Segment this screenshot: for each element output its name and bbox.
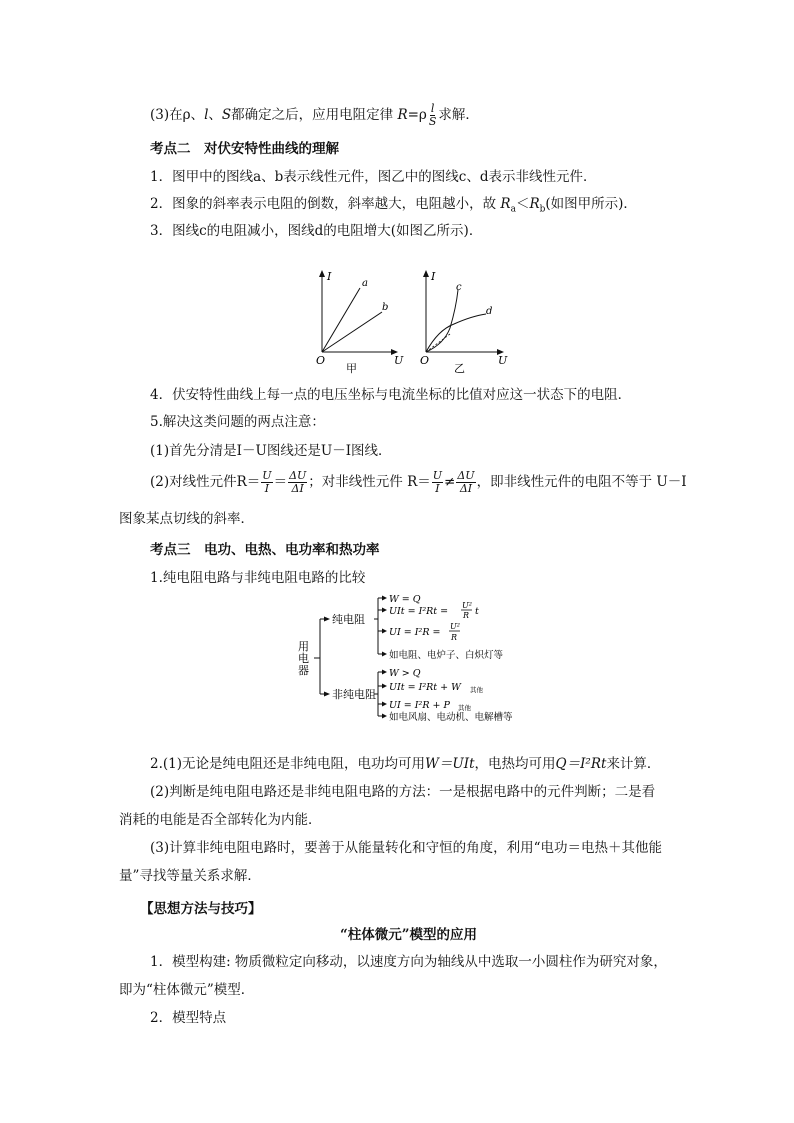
curve-d xyxy=(426,314,486,352)
pure-uit-num: U² xyxy=(462,601,472,610)
label-d: d xyxy=(486,306,493,317)
root-label-1: 用 xyxy=(298,640,309,653)
label-origin: O xyxy=(420,354,430,367)
text-segment: 求解． xyxy=(438,107,479,123)
nonpure-ui-formula: UI = I²R + P xyxy=(389,700,450,711)
equals: ＝ xyxy=(273,474,288,490)
symbol-ra: R xyxy=(500,196,511,212)
k2-item-3: 3．图线c的电阻减小，图线d的电阻增大(如图乙所示)． xyxy=(150,223,483,239)
pure-ui-formula: UI = I²R = xyxy=(389,627,441,638)
arrow xyxy=(382,652,387,657)
fraction-denominator: I xyxy=(264,482,270,495)
pure-ui-num: U² xyxy=(450,622,460,631)
subscript-other: 其他 xyxy=(470,686,483,694)
kaodian3-heading: 考点三 电功、电热、电功率和热功率 xyxy=(150,542,380,558)
text-segment: 都确定之后，应用电阻定律 xyxy=(231,107,394,123)
methods-item-1b: 即为“柱体微元”模型． xyxy=(119,982,255,998)
pure-resistance-label: 纯电阻 xyxy=(332,613,365,626)
k3-item-1: 1.纯电阻电路与非纯电阻电路的比较 xyxy=(150,570,366,586)
nonpure-w-gt-q: W > Q xyxy=(389,668,421,679)
text-segment: (3)在ρ、 xyxy=(150,107,205,123)
fraction-denominator: I xyxy=(435,482,440,495)
root-brace xyxy=(314,619,326,694)
root-label-2: 电 xyxy=(298,652,309,665)
fraction-denominator: ΔI xyxy=(459,482,473,495)
fraction-numerator: l xyxy=(430,102,435,115)
k3-item-2-3a: (3)计算非纯电阻电路时，要善于从能量转化和守恒的角度，利用“电功＝电热＋其他能 xyxy=(150,840,663,856)
figure-yi xyxy=(416,268,512,376)
line-a xyxy=(322,288,360,352)
k2-item-1: 1．图甲中的图线a、b表示线性元件，图乙中的图线c、d表示非线性元件． xyxy=(150,169,597,185)
fraction-numerator: ΔU xyxy=(457,469,475,482)
arrow-nonpure xyxy=(324,692,330,697)
arrow xyxy=(382,684,387,689)
caption-jia: 甲 xyxy=(346,362,357,375)
not-equal: ≠ xyxy=(444,474,456,490)
formula-q-i2rt: Q＝I²Rt xyxy=(555,756,607,772)
text-segment: 2.(1)无论是纯电阻还是非纯电阻，电功均可用 xyxy=(150,756,426,772)
text-segment: (如图甲所示)． xyxy=(545,196,637,212)
resistance-law-line xyxy=(150,103,479,128)
pure-w-eq-q: W = Q xyxy=(389,594,421,605)
subscript-a: a xyxy=(510,204,516,215)
text-segment: ，电热均可用 xyxy=(474,756,556,772)
fraction-du-over-di-2 xyxy=(456,470,475,495)
fraction-denominator: S xyxy=(428,115,437,128)
fraction-numerator: U xyxy=(432,469,443,482)
k2-item-5-2-cont: 图象某点切线的斜率． xyxy=(119,511,254,527)
k2-item-2 xyxy=(150,194,637,220)
fraction-l-over-s xyxy=(428,103,438,128)
curve-c xyxy=(426,290,458,352)
label-b: b xyxy=(382,302,389,313)
fraction-u-over-i-2 xyxy=(432,470,443,495)
text-segment: 来计算． xyxy=(606,756,661,772)
pure-uit-formula: UIt = I²Rt = xyxy=(389,606,449,617)
less-than: ＜ xyxy=(515,196,530,212)
pure-examples: 如电阻、电炉子、白炽灯等 xyxy=(389,650,504,661)
arrow xyxy=(382,670,387,675)
kaodian2-heading: 考点二 对伏安特性曲线的理解 xyxy=(150,141,339,157)
pure-brace xyxy=(374,598,384,654)
label-origin: O xyxy=(316,354,326,367)
k2-item-5-1: (1)首先分清是I－U图线还是U－I图线． xyxy=(150,443,392,459)
y-axis-arrow xyxy=(319,270,325,277)
arrow xyxy=(382,608,387,613)
k2-item-4: 4．伏安特性曲线上每一点的电压坐标与电流坐标的比值对应这一状态下的电阻． xyxy=(150,387,632,403)
label-i: I xyxy=(431,270,436,283)
fraction-u-over-i xyxy=(261,470,272,495)
appliance-tree-diagram xyxy=(290,592,550,724)
symbol-s: S xyxy=(221,107,232,123)
text-segment: 、 xyxy=(208,107,222,123)
k3-item-2-1 xyxy=(150,754,660,774)
tangent-dashed xyxy=(426,334,450,352)
k2-item-5-2 xyxy=(150,470,687,495)
y-axis-arrow xyxy=(423,270,429,277)
label-u: U xyxy=(498,354,508,367)
fraction-du-over-di xyxy=(288,470,307,495)
k2-item-5: 5.解决这类问题的两点注意： xyxy=(150,414,325,430)
k3-item-2-3b: 量”寻找等量关系求解． xyxy=(119,868,261,884)
text-segment: (2)对线性元件R＝ xyxy=(150,474,261,490)
symbol-l: l xyxy=(204,107,209,123)
subscript-other: 其他 xyxy=(458,704,471,712)
fraction-numerator: ΔU xyxy=(289,469,307,482)
text-segment: ；对非线性元件 R＝ xyxy=(308,474,431,490)
nonpure-examples: 如电风扇、电动机、电解槽等 xyxy=(389,712,513,723)
k3-item-2-2b: 消耗的电能是否全部转化为内能． xyxy=(119,812,322,828)
text-segment: ，即非线性元件的电阻不等于 U－I xyxy=(476,474,687,490)
caption-yi: 乙 xyxy=(454,362,465,375)
fraction-numerator: U xyxy=(262,469,272,482)
formula-w-uit: W＝UIt xyxy=(425,756,475,772)
methods-item-1a: 1．模型构建: 物质微粒定向移动，以速度方向为轴线从中选取一小圆柱作为研究对象， xyxy=(150,954,667,970)
k3-item-2-2a: (2)判断是纯电阻电路还是非纯电阻电路的方法：一是根据电路中的元件判断；二是看 xyxy=(150,784,656,800)
arrow-pure xyxy=(324,617,330,622)
text-segment: 2．图象的斜率表示电阻的倒数，斜率越大，电阻越小，故 xyxy=(150,196,497,212)
arrow xyxy=(382,714,387,719)
nonpure-brace xyxy=(374,672,384,716)
subscript-b: b xyxy=(539,204,546,215)
label-i: I xyxy=(327,270,332,283)
label-a: a xyxy=(362,278,368,289)
label-u: U xyxy=(394,354,404,367)
root-label-3: 器 xyxy=(298,664,309,677)
line-b xyxy=(322,312,382,352)
methods-item-2: 2．模型特点 xyxy=(150,1010,227,1026)
arrow xyxy=(382,702,387,707)
nonpure-uit-formula: UIt = I²Rt + W xyxy=(389,682,461,693)
equals-rho: =ρ xyxy=(407,107,427,123)
label-c: c xyxy=(456,282,462,293)
symbol-rb: R xyxy=(529,196,540,212)
pure-ui-den: R xyxy=(451,633,458,642)
arrow xyxy=(382,629,387,634)
pure-uit-den: R xyxy=(463,611,470,620)
symbol-r: R xyxy=(397,107,408,123)
pure-uit-t: t xyxy=(475,606,479,617)
figure-jia xyxy=(312,268,404,376)
methods-header: 【思想方法与技巧】 xyxy=(140,901,262,917)
methods-subtitle: “柱体微元”模型的应用 xyxy=(340,927,478,943)
arrow xyxy=(382,596,387,601)
fraction-denominator: ΔI xyxy=(291,482,304,495)
nonpure-resistance-label: 非纯电阻 xyxy=(332,688,376,701)
